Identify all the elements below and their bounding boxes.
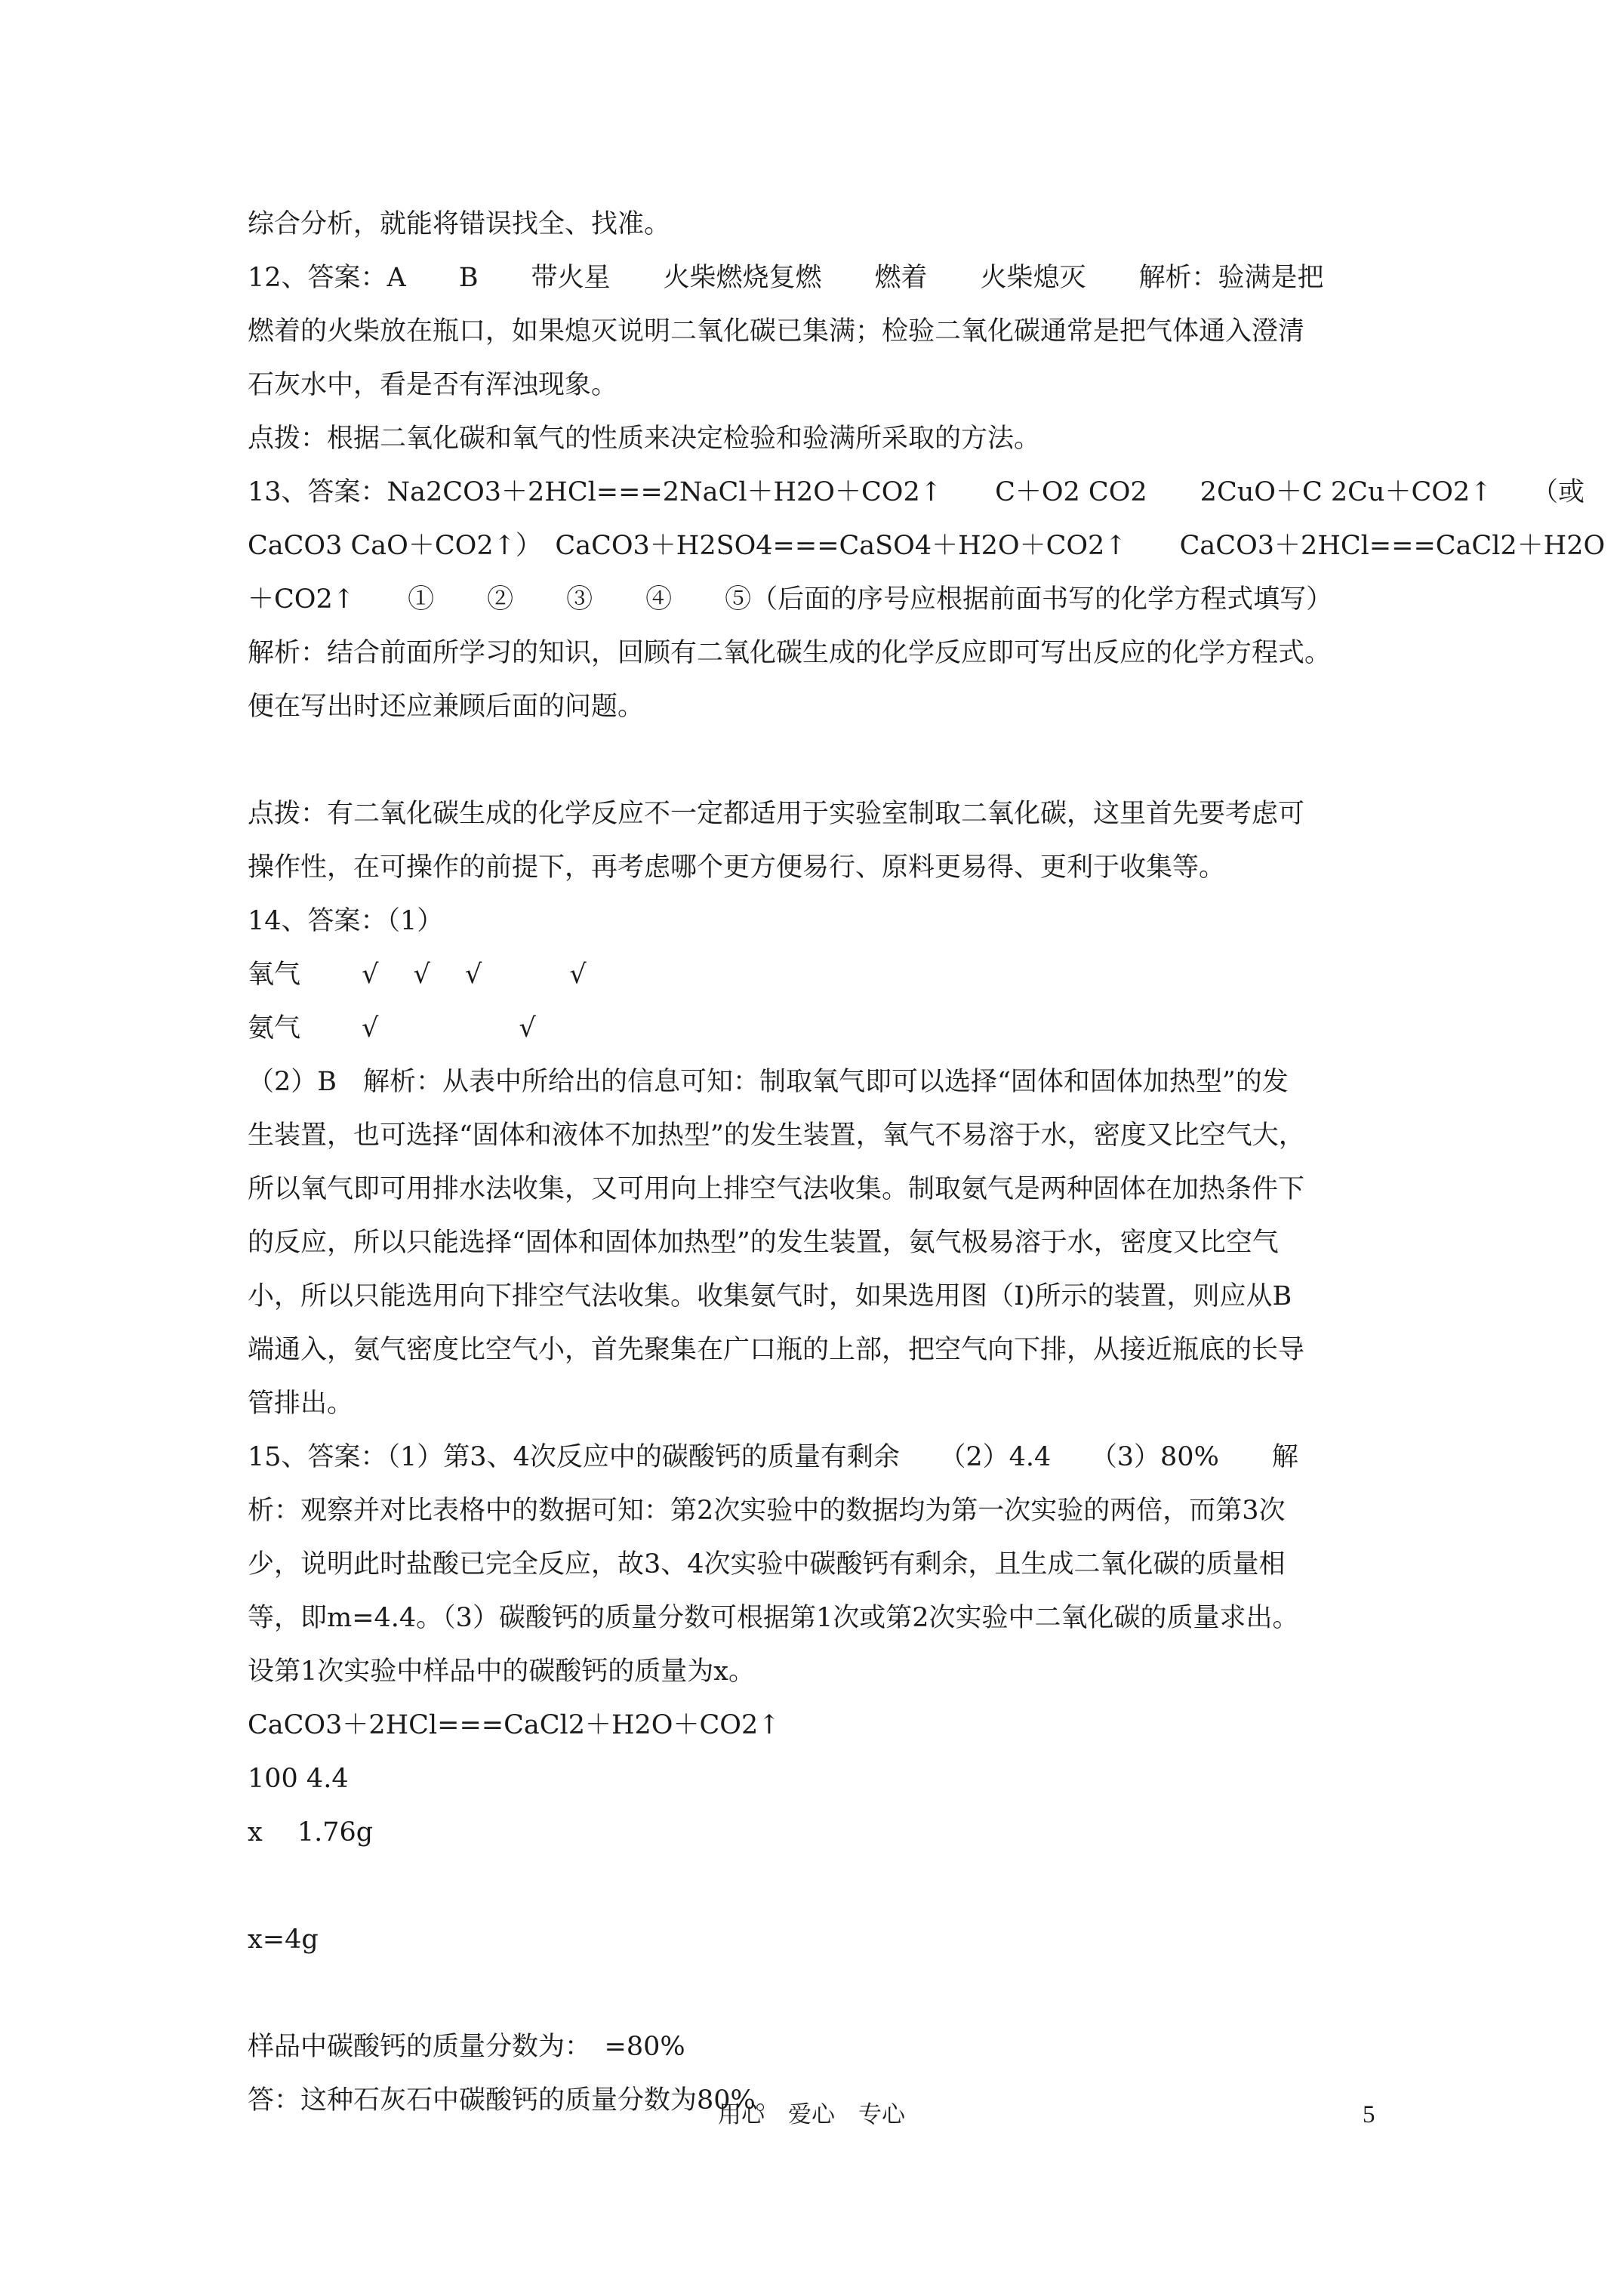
text-line: 15、答案：（1）第3、4次反应中的碳酸钙的质量有剩余 （2）4.4 （3）80% 解 — [248, 1442, 1298, 1472]
text-line: 少，说明此时盐酸已完全反应，故3、4次实验中碳酸钙有剩余，且生成二氧化碳的质量相 — [248, 1549, 1286, 1579]
page-footer — [0, 2092, 1623, 2137]
calculation-line: x 1.76g — [248, 1817, 374, 1848]
blank-line — [248, 1860, 1395, 1913]
footer-motto: 用心 爱心 专心 — [718, 2101, 905, 2128]
text-line: 便在写出时还应兼顾后面的问题。 — [248, 692, 645, 722]
text-line: 析：观察并对比表格中的数据可知：第2次实验中的数据均为第一次实验的两倍，而第3次 — [248, 1496, 1286, 1526]
blank-line — [248, 734, 1395, 787]
table-row-ammonia: 氨气 √ √ — [248, 1013, 536, 1043]
text-line: 端通入，氨气密度比空气小，首先聚集在广口瓶的上部，把空气向下排，从接近瓶底的长导 — [248, 1335, 1305, 1365]
text-line: ＋CO2↑ ① ② ③ ④ ⑤（后面的序号应根据前面书写的化学方程式填写） — [248, 584, 1333, 615]
page-number: 5 — [1363, 2101, 1375, 2128]
calculation-result: x=4g — [248, 1925, 319, 1955]
text-line: 样品中碳酸钙的质量分数为： =80% — [248, 2032, 685, 2062]
final-answer: 答：这种石灰石中碳酸钙的质量分数为80%。 — [248, 2085, 782, 2116]
text-line: 操作性，在可操作的前提下，再考虑哪个更方便易行、原料更易得、更利于收集等。 — [248, 852, 1226, 883]
text-line: CaCO3 CaO＋CO2↑） CaCO3＋H2SO4===CaSO4＋H2O＋CO2↑ CaCO3＋2HCl===CaCl2＋H2O — [248, 531, 1606, 561]
text-line: 燃着的火柴放在瓶口，如果熄灭说明二氧化碳已集满；检验二氧化碳通常是把气体通入澄清 — [248, 316, 1305, 347]
text-line: 生装置，也可选择“固体和液体不加热型”的发生装置，氧气不易溶于水，密度又比空气大， — [248, 1120, 1305, 1151]
text-line: 石灰水中，看是否有浑浊现象。 — [248, 370, 618, 400]
text-line: 12、答案：A B 带火星 火柴燃烧复燃 燃着 火柴熄灭 解析：验满是把 — [248, 263, 1324, 293]
text-line: 小，所以只能选用向下排空气法收集。收集氨气时，如果选用图（I)所示的装置，则应从B — [248, 1281, 1292, 1311]
text-line: 管排出。 — [248, 1388, 354, 1419]
text-line: 的反应，所以只能选择“固体和固体加热型”的发生装置，氨气极易溶于水，密度又比空气 — [248, 1228, 1279, 1258]
text-line: 13、答案：Na2CO3＋2HCl===2NaCl＋H2O＋CO2↑ C＋O2 CO2 2CuO＋C 2Cu＋CO2↑ （或 — [248, 477, 1585, 507]
equation-line: CaCO3＋2HCl===CaCl2＋H2O＋CO2↑ — [248, 1710, 781, 1740]
text-line: （2）B 解析：从表中所给出的信息可知：制取氧气即可以选择“固体和固体加热型”的发 — [248, 1067, 1289, 1097]
document-body — [248, 198, 1606, 2128]
blank-line — [248, 1967, 1395, 2020]
text-line: 设第1次实验中样品中的碳酸钙的质量为x。 — [248, 1657, 756, 1687]
table-row-oxygen: 氧气 √ √ √ √ — [248, 960, 587, 990]
text-line: 解析：结合前面所学习的知识，回顾有二氧化碳生成的化学反应即可写出反应的化学方程式。 — [248, 638, 1332, 668]
text-line: 综合分析，就能将错误找全、找准。 — [248, 209, 671, 239]
text-line: 所以氧气即可用排水法收集，又可用向上排空气法收集。制取氨气是两种固体在加热条件下 — [248, 1174, 1305, 1204]
text-line: 14、答案：（1） — [248, 906, 444, 936]
text-line: 点拨：有二氧化碳生成的化学反应不一定都适用于实验室制取二氧化碳，这里首先要考虑可 — [248, 799, 1305, 829]
text-line: 等，即m=4.4。（3）碳酸钙的质量分数可根据第1次或第2次实验中二氧化碳的质量求出。 — [248, 1603, 1299, 1633]
text-line: 点拨：根据二氧化碳和氧气的性质来决定检验和验满所采取的方法。 — [248, 424, 1041, 454]
calculation-line: 100 4.4 — [248, 1764, 349, 1794]
